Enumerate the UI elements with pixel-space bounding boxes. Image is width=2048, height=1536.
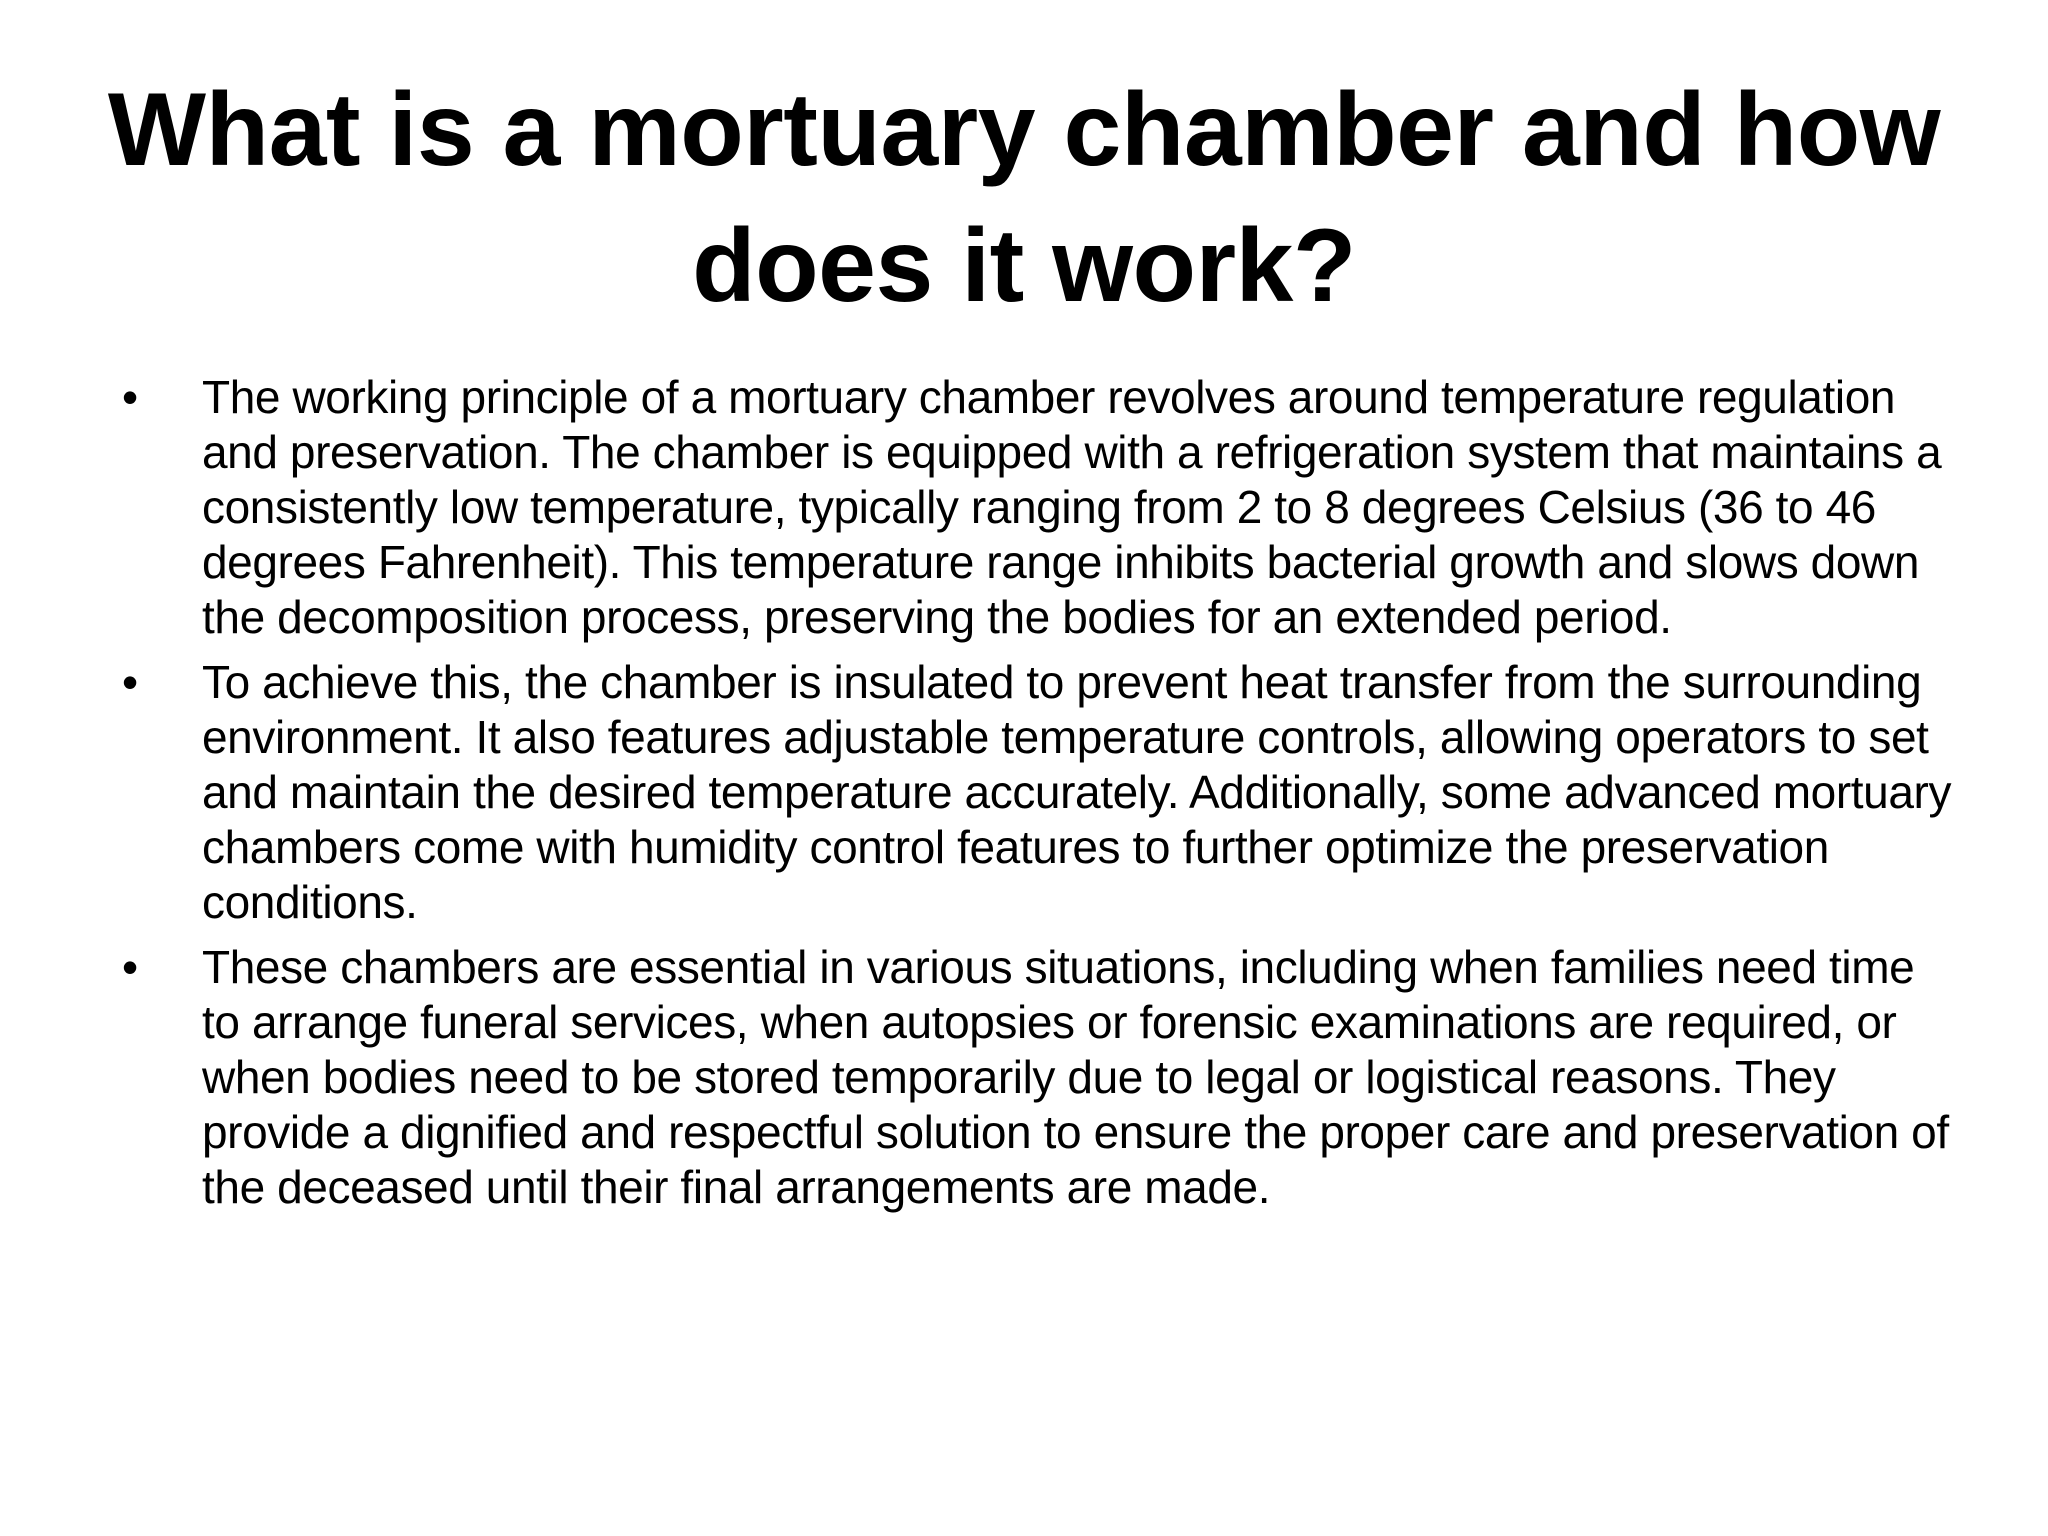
bullet-text: These chambers are essential in various situations, including when families need time to arrange funeral services, when autopsies or forensic examinations are required, or when bodies need to be stored temporarily due to legal or logistical reasons. They provide a dignified and respectful solution to ensure the proper care and preservation of the deceased until their final arrangements are made. <box>202 941 1949 1213</box>
bullet-item <box>122 370 1962 645</box>
bullet-text: To achieve this, the chamber is insulated to prevent heat transfer from the surrounding environment. It also features adjustable temperature controls, allowing operators to set and maintain the desired temperature accurately. Additionally, some advanced mortuary chambers come with humidity control features to further optimize the preservation conditions. <box>202 656 1952 928</box>
slide-title: What is a mortuary chamber and how does it work? <box>107 72 1941 324</box>
bullet-icon: • <box>122 656 138 708</box>
bullet-item <box>122 940 1962 1215</box>
bullet-list <box>122 370 1962 1225</box>
bullet-icon: • <box>122 941 138 993</box>
bullet-item <box>122 655 1962 930</box>
bullet-icon: • <box>122 371 138 423</box>
bullet-text: The working principle of a mortuary chamber revolves around temperature regulation and preservation. The chamber is equipped with a refrigeration system that maintains a consistently low temperature, typically ranging from 2 to 8 degrees Celsius (36 to 46 degrees Fahrenheit). This temperature range inhibits bacterial growth and slows down the decomposition process, preserving the bodies for an extended period. <box>202 371 1942 643</box>
